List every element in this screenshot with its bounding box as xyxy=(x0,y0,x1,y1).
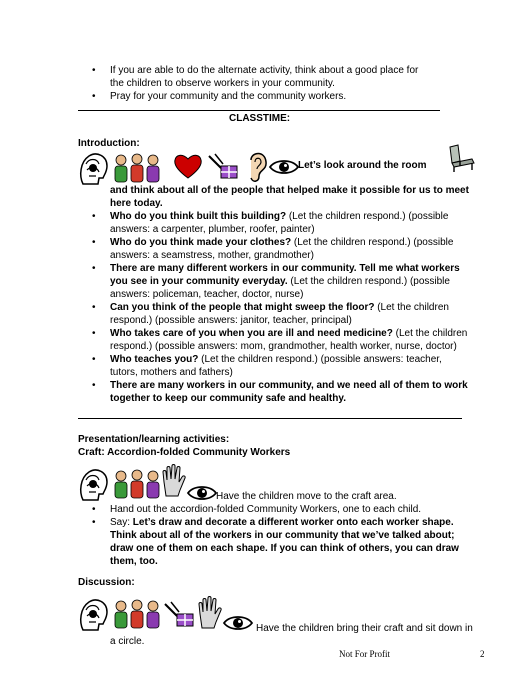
intro-lead-a: Let’s look around the room xyxy=(298,160,427,171)
craft-bullet-1: Hand out the accordion-folded Community Workers, one to each child. xyxy=(110,504,422,515)
discussion-lead-b: a circle. xyxy=(110,636,145,647)
craft-say-line-1 xyxy=(110,516,454,529)
heart-icon xyxy=(173,152,203,180)
intro-item-response: (Let the children xyxy=(374,302,449,313)
classtime-heading: CLASSTIME: xyxy=(229,113,291,124)
intro-item-question: Can you think of the people that might sweep the floor? xyxy=(110,302,375,313)
intro-item-6-line-1 xyxy=(110,353,442,366)
chair-icon xyxy=(444,143,478,173)
introduction-heading: Introduction: xyxy=(78,138,140,149)
ear-icon xyxy=(245,150,269,184)
children-group-icon xyxy=(111,468,163,500)
hand-icon xyxy=(196,596,222,630)
intro-item-3-line-2 xyxy=(110,275,450,288)
page-number: 2 xyxy=(480,649,485,659)
head-pray-icon xyxy=(77,150,109,186)
bullet-dot: • xyxy=(92,354,96,365)
intro-item-6-line-2: tutors, mothers and fathers) xyxy=(110,367,233,378)
divider xyxy=(78,110,440,111)
intro-item-7-line-2: together to keep our community safe and healthy. xyxy=(110,393,346,404)
intro-item-1-line-1 xyxy=(110,210,448,223)
gift-hand-icon xyxy=(163,600,197,630)
bullet-dot: • xyxy=(92,380,96,391)
head-pray-icon xyxy=(77,596,109,632)
bullet-dot: • xyxy=(92,504,96,515)
bullet-dot: • xyxy=(92,65,96,76)
say-label: Say: xyxy=(110,517,133,528)
children-group-icon xyxy=(111,598,163,630)
intro-item-4-line-2: respond.) (possible answers: janitor, teacher, principal) xyxy=(110,315,352,326)
intro-item-question: you see in your community everyday. xyxy=(110,276,288,287)
craft-say-line-3: draw one of them on each shape. If you can think of others, you can draw xyxy=(110,543,459,554)
intro-item-3-line-1: There are many different workers in our community. Tell me what workers xyxy=(110,263,460,274)
intro-item-response: (Let the children respond.) (possible xyxy=(286,211,449,222)
intro-item-question: Who do you think built this building? xyxy=(110,211,287,222)
eye-icon xyxy=(268,158,300,176)
head-pray-icon xyxy=(77,466,109,502)
intro-item-4-line-1 xyxy=(110,301,449,314)
intro-item-2-line-1 xyxy=(110,236,453,249)
intro-item-5-line-2: respond.) (possible answers: mom, grandmother, health worker, nurse, doctor) xyxy=(110,341,457,352)
say-text: Let’s draw and decorate a different worker onto each worker shape. xyxy=(132,517,454,528)
footer-note: Not For Profit xyxy=(339,649,391,659)
bullet-dot: • xyxy=(92,263,96,274)
bullet-dot: • xyxy=(92,91,96,102)
prep-bullet-2: Pray for your community and the community workers. xyxy=(110,91,347,102)
children-group-icon xyxy=(111,152,163,184)
bullet-dot: • xyxy=(92,211,96,222)
prep-bullet-1-line-1: If you are able to do the alternate activity, think about a good place for xyxy=(110,65,419,76)
bullet-dot: • xyxy=(92,302,96,313)
hand-icon xyxy=(160,464,186,498)
discussion-lead-a: Have the children bring their craft and sit down in xyxy=(256,623,473,634)
craft-say-line-4: them, too. xyxy=(110,556,158,567)
bullet-dot: • xyxy=(92,517,96,528)
intro-item-response: (Let the children xyxy=(392,328,468,339)
craft-heading: Craft: Accordion-folded Community Workers xyxy=(78,447,291,458)
intro-item-response: (Let the children respond.) (possible xyxy=(287,276,450,287)
craft-say-line-2: Think about all of the workers in our community that we’ve talked about; xyxy=(110,530,455,541)
intro-item-question: Who do you think made your clothes? xyxy=(110,237,292,248)
bullet-dot: • xyxy=(92,328,96,339)
eye-icon xyxy=(186,484,218,502)
divider xyxy=(78,418,462,419)
intro-item-3-line-3: answers: policeman, teacher, doctor, nurse) xyxy=(110,289,304,300)
eye-icon xyxy=(222,614,254,632)
discussion-heading: Discussion: xyxy=(78,577,135,588)
intro-item-question: Who teaches you? xyxy=(110,354,199,365)
intro-item-2-line-2: answers: a seamstress, mother, grandmother) xyxy=(110,250,314,261)
intro-lead-c: here today. xyxy=(110,198,163,209)
intro-item-1-line-2: answers: a carpenter, plumber, roofer, painter) xyxy=(110,224,315,235)
intro-item-question: Who takes care of you when you are ill and need medicine? xyxy=(110,328,393,339)
intro-item-response: (Let the children respond.) (possible answers: teacher, xyxy=(198,354,442,365)
intro-item-7-line-1: There are many workers in our community, and we need all of them to work xyxy=(110,380,468,391)
intro-item-5-line-1 xyxy=(110,327,467,340)
gift-hand-icon xyxy=(207,152,241,182)
bullet-dot: • xyxy=(92,237,96,248)
presentation-heading: Presentation/learning activities: xyxy=(78,434,230,445)
craft-lead: Have the children move to the craft area. xyxy=(216,491,397,502)
intro-lead-b: and think about all of the people that helped make it possible for us to meet xyxy=(110,185,469,196)
intro-item-response: (Let the children respond.) (possible xyxy=(291,237,454,248)
prep-bullet-1-line-2: the children to observe workers in your community. xyxy=(110,78,335,89)
